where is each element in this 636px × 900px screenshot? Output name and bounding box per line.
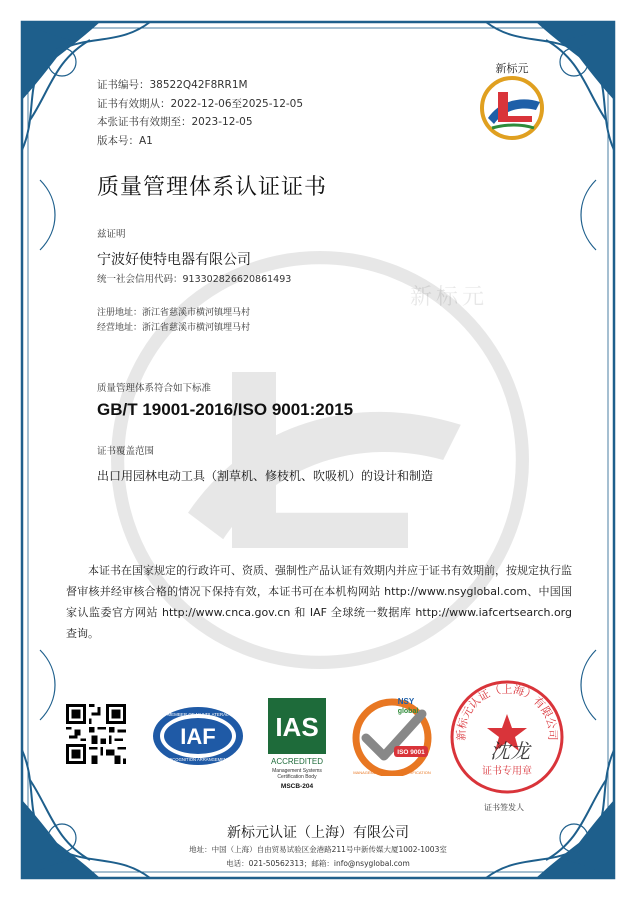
issuer-name: 新标元认证（上海）有限公司 — [227, 825, 409, 841]
iaf-top-text: MEMBER OF MULTILATERAL — [167, 712, 229, 717]
nsy-ring-text: MANAGEMENT SYSTEM CERTIFICATION — [353, 770, 431, 775]
company-seal — [448, 678, 566, 796]
iaf-mid-text: IAF — [180, 724, 216, 749]
ias-badge — [266, 698, 328, 794]
nsy-logo — [470, 58, 554, 148]
nsy-top-text: NSY — [397, 697, 415, 706]
iaf-badge — [152, 706, 244, 766]
validity-notice: 本证书在国家规定的行政许可、资质、强制性产品认证有效期内并应于证书有效期前，按规定执行监督审核并经审核合格的情况下保持有效，本证书可在本机构网站 http://www.nsyglobal.com、中国国家认监委官方网站 http://www.cnca.gov.cn 和 IAF 全球统一数据库 http://www.iafcertsearch.org 查询。 — [66, 564, 572, 640]
business-address: 经营地址：浙江省慈溪市横河镇埋马村 — [97, 323, 251, 333]
cert-number: 证书编号：38522Q42F8RR1M — [97, 79, 248, 91]
company-name: 宁波好使特电器有限公司 — [97, 252, 251, 268]
scope-label: 证书覆盖范围 — [97, 446, 155, 457]
ias-big-text: IAS — [275, 712, 319, 742]
valid-range: 证书有效期从：2022-12-06至2025-12-05 — [97, 97, 304, 110]
logo-text: 新标元 — [495, 62, 529, 75]
signature: 沈龙 — [490, 739, 530, 763]
ias-code: MSCB-204 — [280, 783, 314, 790]
signer-label: 证书签发人 — [484, 803, 524, 812]
version-number: 版本号：A1 — [97, 134, 153, 147]
qr-code-icon — [66, 704, 126, 764]
nsy-tag: ISO 9001 — [397, 749, 425, 756]
scope-text: 出口用园林电动工具（割草机、修枝机、吹吸机）的设计和制造 — [97, 469, 434, 483]
certificate-meta — [97, 76, 303, 150]
ias-accredited: ACCREDITED — [270, 757, 324, 766]
this-cert-valid-to: 本张证书有效期至：2023-12-05 — [97, 116, 253, 128]
ias-line1: Management Systems — [272, 768, 322, 774]
certify-label: 兹证明 — [97, 229, 126, 240]
iaf-bottom-text: RECOGNITION ARRANGEMENT — [166, 757, 230, 762]
seal-ring-text: 新标元认证（上海）有限公司 — [454, 682, 560, 741]
footer-address: 地址：中国（上海）自由贸易试验区金港路211号中新传媒大厦1002-1003室 — [189, 845, 447, 854]
footer-contact: 电话：021-50562313；邮箱：info@nsyglobal.com — [226, 859, 410, 868]
standard-code: GB/T 19001-2016/ISO 9001:2015 — [97, 400, 354, 419]
watermark-text: 新标元 — [410, 285, 489, 310]
standard-label: 质量管理体系符合如下标准 — [97, 383, 212, 394]
logo-emblem-icon — [470, 58, 554, 148]
nsy-sub-text: global — [397, 708, 419, 715]
nsy-iso-badge — [348, 694, 436, 776]
registered-address: 注册地址：浙江省慈溪市横河镇埋马村 — [97, 308, 251, 318]
credit-code: 统一社会信用代码：913302826620861493 — [97, 274, 292, 285]
page-title: 质量管理体系认证证书 — [97, 175, 328, 200]
ias-line2: Certification Body — [277, 774, 317, 780]
seal-bottom-text: 证书专用章 — [482, 766, 532, 777]
